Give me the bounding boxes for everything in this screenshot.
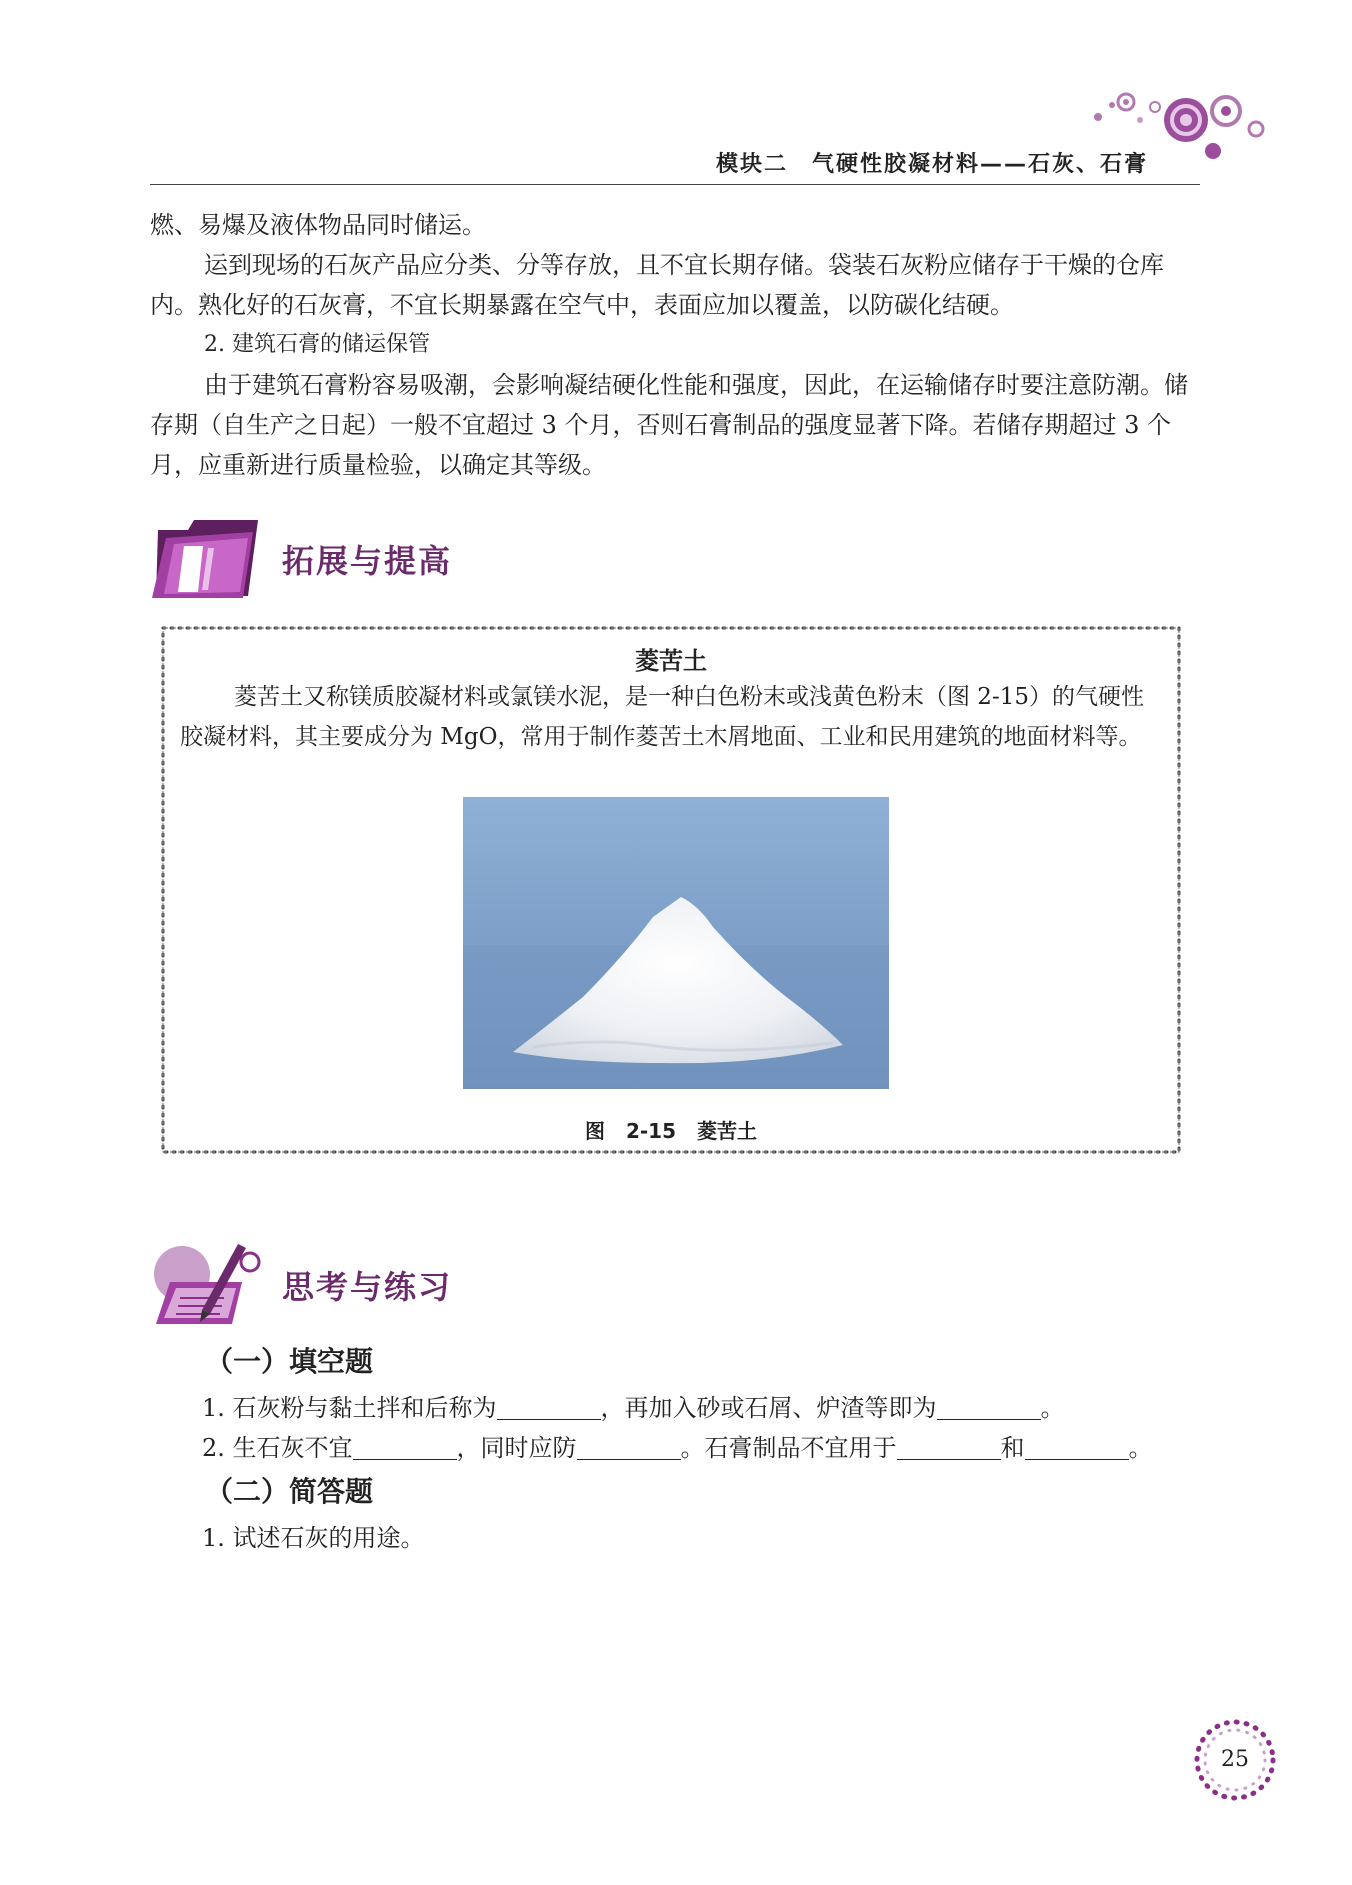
folder-icon (148, 508, 263, 603)
figure-caption: 图 2-15 菱苦土 (585, 1119, 757, 1143)
answer-blank[interactable] (1025, 1435, 1129, 1460)
answer-blank[interactable] (353, 1435, 457, 1460)
sub-heading: 2. 建筑石膏的储运保管 (204, 332, 430, 357)
magnesia-powder-photo (463, 797, 889, 1089)
section-title-extension: 拓展与提高 (282, 542, 453, 580)
intro-text (150, 205, 1200, 485)
page-header (150, 150, 1200, 185)
section-title-exercises: 思考与练习 (282, 1268, 453, 1306)
question-1 (202, 1390, 1065, 1426)
answer-blank[interactable] (497, 1395, 601, 1420)
question-text: 1. 石灰粉与黏土拌和后称为 (202, 1394, 497, 1422)
short-answer-heading: （二）简答题 (205, 1475, 374, 1508)
answer-blank[interactable] (937, 1395, 1041, 1420)
page-number-badge (1190, 1715, 1280, 1805)
header-title: 模块二 气硬性胶凝材料——石灰、石膏 (715, 152, 1148, 177)
answer-blank[interactable] (897, 1435, 1001, 1460)
question-text: 和 (1000, 1434, 1025, 1462)
question-2 (202, 1430, 1153, 1466)
paragraph: 燃、易爆及液体物品同时储运。 (150, 211, 486, 239)
fill-blank-heading: （一）填空题 (205, 1345, 374, 1378)
question-text: 。 (1128, 1434, 1153, 1462)
answer-blank[interactable] (577, 1435, 681, 1460)
question-text: ，同时应防 (456, 1434, 577, 1462)
box-paragraph: 菱苦土又称镁质胶凝材料或氯镁水泥，是一种白色粉末或浅黄色粉末（图 2-15）的气硬性胶凝材料，其主要成分为 MgO，常用于制作菱苦土木屑地面、工业和民用建筑的地面材料等。 (180, 684, 1144, 750)
question-text: 。石膏制品不宜用于 (680, 1434, 897, 1462)
question-text: ，再加入砂或石屑、炉渣等即为 (600, 1394, 937, 1422)
paragraph: 运到现场的石灰产品应分类、分等存放，且不宜长期存储。袋装石灰粉应储存于干燥的仓库内。熟化好的石灰膏，不宜长期暴露在空气中，表面应加以覆盖，以防碳化结硬。 (150, 251, 1164, 319)
paragraph: 由于建筑石膏粉容易吸潮，会影响凝结硬化性能和强度，因此，在运输储存时要注意防潮。储存期（自生产之日起）一般不宜超过 3 个月，否则石膏制品的强度显著下降。若储存期超过 3 个月，应重新进行质量检验，以确定其等级。 (150, 371, 1188, 479)
page-number: 25 (1221, 1747, 1249, 1772)
extension-box (160, 625, 1182, 1155)
question-text: 2. 生石灰不宜 (202, 1434, 353, 1462)
notebook-pen-icon (150, 1232, 265, 1332)
short-question-1: 1. 试述石灰的用途。 (202, 1524, 425, 1552)
question-text: 。 (1040, 1394, 1065, 1422)
box-heading: 菱苦土 (635, 647, 707, 675)
